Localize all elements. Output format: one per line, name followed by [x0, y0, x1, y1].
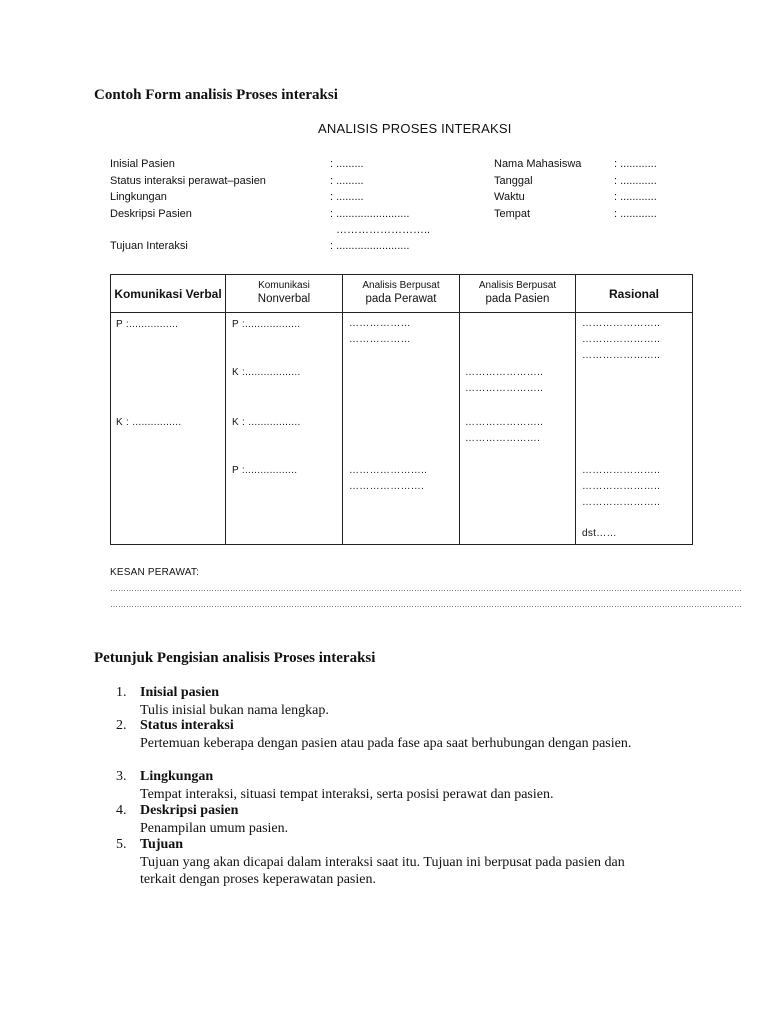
guide-item-desc: Pertemuan keberapa dengan pasien atau pada fase apa saat berhubungan dengan pasien. [140, 736, 632, 751]
field-value-status-interaksi: : ......... [330, 175, 364, 187]
table-body-row [111, 313, 693, 545]
field-value-tujuan-interaksi: : ........................ [330, 240, 410, 252]
rasional-b1: ………………….. [582, 465, 661, 476]
cell-nonverbal [226, 313, 343, 545]
rasional-a2: ………………….. [582, 334, 661, 345]
field-value-deskripsi-pasien-cont: …………………….. [336, 224, 431, 236]
verbal-k: K : ................ [116, 417, 182, 428]
header-analisis-perawat [343, 275, 460, 313]
analysis-table [110, 274, 693, 545]
field-value-lingkungan: : ......... [330, 191, 364, 203]
guide-item-number: 3. [116, 769, 127, 784]
nonverbal-p1: P :.................. [232, 319, 301, 330]
header-nonverbal-line1: Komunikasi [258, 280, 310, 291]
cell-pasien [460, 313, 576, 545]
nonverbal-k1: K :.................. [232, 367, 301, 378]
header-rasional-text: Rasional [608, 286, 659, 301]
field-value-tempat: : ............ [614, 208, 657, 220]
guide-item-title: Lingkungan [140, 769, 214, 784]
kesan-line-1: ………………………………………………………………………………………………………………………………………………………………………………………………………………… [110, 584, 742, 593]
field-label-nama-mahasiswa: Nama Mahasiswa [494, 158, 582, 170]
cell-verbal [111, 313, 226, 545]
guide-item-desc: Penampilan umum pasien. [140, 821, 289, 836]
pasien-b1: ………………….. [465, 417, 544, 428]
guide-item-title: Deskripsi pasien [140, 803, 239, 818]
cell-rasional [576, 313, 693, 545]
field-label-lingkungan: Lingkungan [110, 191, 167, 203]
header-analisis-pasien [460, 275, 576, 313]
field-value-inisial-pasien: : ......... [330, 158, 364, 170]
guide-item-desc: Tulis inisial bukan nama lengkap. [140, 703, 329, 718]
guide-title: Petunjuk Pengisian analisis Proses interaksi [94, 650, 376, 666]
header-rasional [576, 275, 693, 313]
guide-item-title: Status interaksi [140, 718, 234, 733]
guide-item-desc: Tujuan yang akan dicapai dalam interaksi saat itu. Tujuan ini berpusat pada pasien dan terkait dengan proses keperawatan pasien. [140, 855, 625, 887]
field-label-tempat: Tempat [494, 208, 531, 220]
field-label-tujuan-interaksi: Tujuan Interaksi [110, 240, 188, 252]
guide-item-number: 5. [116, 837, 127, 852]
rasional-a1: ………………….. [582, 318, 661, 329]
rasional-dst: dst…… [582, 528, 617, 539]
guide-item-number: 2. [116, 718, 127, 733]
field-label-inisial-pasien: Inisial Pasien [110, 158, 175, 170]
header-perawat-line2: pada Perawat [365, 293, 437, 305]
perawat-b1: ………………….. [349, 465, 428, 476]
header-pasien-line2: pada Pasien [485, 293, 550, 305]
guide-item-title: Inisial pasien [140, 685, 219, 700]
table-header-row [111, 275, 693, 313]
nonverbal-k2: K : ................. [232, 417, 301, 428]
perawat-a1: ……………… [349, 318, 411, 329]
header-komunikasi-verbal [111, 275, 226, 313]
header-verbal-text: Komunikasi Verbal [114, 286, 222, 301]
perawat-b2: …………………. [349, 481, 425, 492]
guide-item-title: Tujuan [140, 837, 184, 852]
field-label-tanggal: Tanggal [494, 175, 533, 187]
field-label-deskripsi-pasien: Deskripsi Pasien [110, 208, 192, 220]
header-komunikasi-nonverbal [226, 275, 343, 313]
guide-item-desc: Tempat interaksi, situasi tempat interaksi, serta posisi perawat dan pasien. [140, 787, 554, 802]
field-value-deskripsi-pasien: : ........................ [330, 208, 410, 220]
kesan-line-2: ………………………………………………………………………………………………………………………………………………………………………………………………………………… [110, 600, 742, 609]
header-perawat-line1: Analisis Berpusat [362, 280, 440, 291]
rasional-a3: ………………….. [582, 350, 661, 361]
header-nonverbal-line2: Nonverbal [257, 293, 311, 305]
field-value-tanggal: : ............ [614, 175, 657, 187]
kesan-perawat-label: KESAN PERAWAT: [110, 567, 200, 578]
field-value-nama-mahasiswa: : ............ [614, 158, 657, 170]
field-label-waktu: Waktu [494, 191, 525, 203]
rasional-b2: ………………….. [582, 481, 661, 492]
rasional-b3: ………………….. [582, 497, 661, 508]
nonverbal-p2: P :................. [232, 465, 298, 476]
form-title: ANALISIS PROSES INTERAKSI [318, 121, 512, 136]
field-label-status-interaksi: Status interaksi perawat–pasien [110, 175, 266, 187]
pasien-a2: ………………….. [465, 383, 544, 394]
cell-perawat [343, 313, 460, 545]
field-value-waktu: : ............ [614, 191, 657, 203]
verbal-p: P :................ [116, 319, 179, 330]
guide-item-number: 1. [116, 685, 127, 700]
header-pasien-line1: Analisis Berpusat [478, 280, 557, 291]
pasien-b2: …………………. [465, 433, 541, 444]
guide-item-number: 4. [116, 803, 127, 818]
document-title: Contoh Form analisis Proses interaksi [94, 87, 338, 103]
pasien-a1: ………………….. [465, 367, 544, 378]
perawat-a2: ……………… [349, 334, 411, 345]
